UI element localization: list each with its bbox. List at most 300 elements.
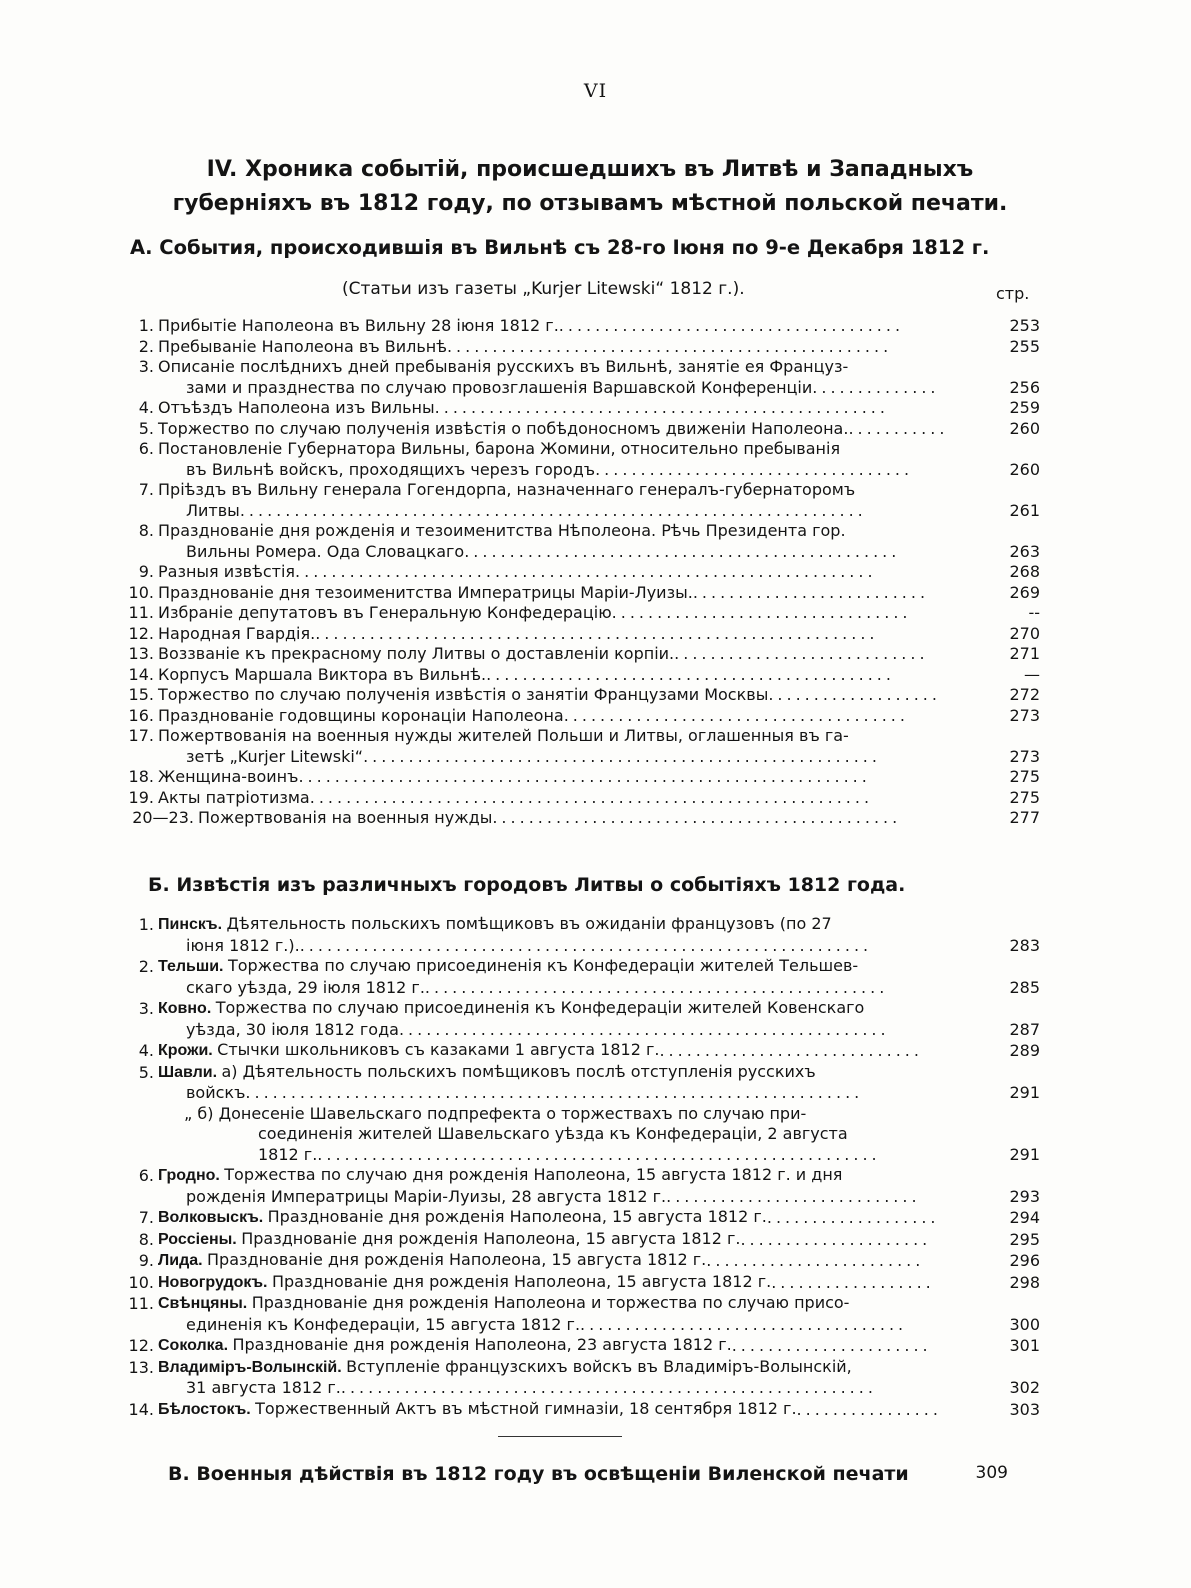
line-text: рожденія Императрицы Маріи-Луизы, 28 августа 1812 г. [186, 1186, 667, 1206]
entry-number: 14. [128, 664, 154, 684]
toc-entry [120, 419, 1040, 440]
dot-leader: ..................................................................... [239, 500, 867, 520]
dot-leader: .............. [812, 377, 940, 397]
toc-entry [120, 1207, 1040, 1229]
entry-line [158, 439, 840, 458]
line-text: Празднованіе дня рожденія Наполеона, 15 августа 1812 г. [207, 1250, 707, 1269]
line-text: Празднованіе дня тезоименитства Императрицы Маріи-Луизы. [158, 582, 693, 602]
entry-number: 12. [128, 1336, 154, 1355]
place-name: Тельши. [158, 958, 228, 975]
entry-number: 2. [138, 336, 154, 356]
entry-number: 11. [128, 603, 154, 622]
toc-entry-continuation [120, 1315, 1040, 1336]
toc-entry [120, 562, 1040, 583]
toc-entry [120, 1357, 1040, 1379]
place-name: Ковно. [158, 1000, 216, 1017]
place-name: Лида. [158, 1252, 208, 1269]
dot-leader: ................................. [611, 603, 912, 622]
line-text: Дѣятельность польскихъ помѣщиковъ въ ожиданіи французовъ (по 27 [226, 914, 832, 933]
dot-leader: ................................................................ [295, 562, 877, 581]
toc-entry [120, 808, 1040, 829]
entry-text [158, 914, 982, 936]
dot-leader: ................... [768, 685, 941, 704]
entry-text [158, 337, 982, 358]
dot-leader: .................................... [580, 1314, 908, 1334]
entry-number: 20—23. [132, 808, 194, 827]
dot-leader: .................. [771, 1272, 935, 1292]
entry-line [158, 706, 564, 725]
toc-entry [120, 521, 1040, 542]
line-text: Празднованіе дня рожденія Наполеона и торжества по случаю присо- [251, 1293, 850, 1312]
entry-text [158, 665, 982, 686]
toc-entry-continuation [120, 1145, 1040, 1166]
dot-leader: ........................................................... [340, 1378, 877, 1397]
entry-line [186, 747, 363, 766]
entry-number: 17. [128, 726, 154, 745]
entry-number: 4. [138, 1041, 154, 1060]
entry-text [158, 419, 982, 440]
entry-text [158, 1315, 982, 1336]
entry-number: 13. [128, 644, 154, 663]
line-text: единенія къ Конфедераціи, 15 августа 1812 г. [186, 1314, 581, 1334]
entry-line [158, 998, 864, 1017]
entry-line [158, 788, 310, 807]
divider-rule [498, 1436, 622, 1437]
place-name: Гродно. [158, 1167, 225, 1184]
entry-line [186, 978, 425, 997]
dot-leader: ...................................... [558, 316, 905, 335]
entry-page: 268 [1009, 562, 1040, 581]
toc-entry [120, 726, 1040, 747]
entry-line [158, 685, 768, 704]
toc-entry-continuation [120, 1020, 1040, 1041]
line-text: б) Донесеніе Шавельскаго подпрефекта о торжествахъ по случаю при- [197, 1103, 807, 1123]
line-text: 31 августа 1812 г. [186, 1378, 341, 1397]
entry-number: 3. [138, 357, 154, 376]
subsection-v [168, 1463, 1008, 1485]
entry-line [158, 480, 855, 499]
line-text: Разныя извѣстія [158, 562, 296, 581]
entry-page: 270 [1009, 623, 1040, 643]
page-column-label: стр. [996, 284, 1030, 303]
entry-line [158, 1229, 740, 1248]
dot-leader: ............................................................... [298, 767, 871, 786]
line-text: соединенія жителей Шавельскаго уѣзда къ Конфедераціи, 2 августа [258, 1124, 848, 1143]
toc-list-a [120, 316, 1040, 829]
entry-text [158, 767, 982, 788]
toc-entry [120, 998, 1040, 1020]
line-text: зетѣ „Kurjer Litewski“ [186, 746, 364, 766]
entry-text [158, 1124, 982, 1145]
place-name: Свѣнцяны. [158, 1295, 252, 1312]
entry-text [158, 1187, 982, 1208]
entry-line [158, 583, 693, 602]
entry-line [158, 1104, 806, 1123]
entry-line [186, 936, 300, 955]
entry-text [198, 808, 982, 829]
entry-line [258, 1124, 848, 1143]
page-number: VI [583, 80, 608, 102]
entry-text [158, 1207, 982, 1229]
entry-page: 261 [1009, 500, 1040, 520]
toc-entry [120, 603, 1040, 624]
entry-line [158, 1207, 767, 1226]
entry-line [158, 956, 858, 975]
entry-text [158, 1293, 982, 1315]
toc-entry-continuation [120, 978, 1040, 999]
dot-leader: ................................................ [464, 541, 901, 561]
entry-text [158, 956, 982, 978]
dot-leader: ................ [796, 1399, 942, 1419]
entry-number: 5. [138, 1062, 154, 1082]
toc-entry [120, 1250, 1040, 1272]
ditto-mark: „ [184, 1103, 198, 1123]
line-text: скаго уѣзда, 29 іюля 1812 г. [186, 977, 425, 997]
entry-line [186, 1378, 341, 1397]
entry-page: 269 [1009, 582, 1040, 602]
toc-entry [120, 767, 1040, 788]
toc-entry [120, 316, 1040, 337]
dot-leader: ................................................. [446, 336, 893, 356]
entry-page: 300 [1009, 1314, 1040, 1334]
line-text: Празднованіе дня рожденія Наполеона, 15 августа 1812 г. [271, 1271, 772, 1291]
line-text: Торжества по случаю присоединенія къ Конфедераціи жителей Тельшев- [227, 956, 859, 975]
entry-text [158, 501, 982, 522]
dot-leader: ...................................... [563, 705, 909, 725]
dot-leader: .......................... [692, 582, 930, 602]
place-name: Россіены. [158, 1230, 242, 1248]
toc-entry [120, 685, 1040, 706]
entry-line [158, 562, 295, 581]
entry-line [158, 914, 832, 933]
entry-line [186, 501, 240, 520]
entry-text [158, 1165, 982, 1187]
entry-number: 6. [138, 439, 154, 458]
entry-text [158, 583, 982, 604]
entry-number: 9. [138, 1251, 154, 1270]
toc-entry [120, 665, 1040, 686]
entry-page: 301 [1009, 1336, 1040, 1355]
toc-entry [120, 1062, 1040, 1084]
entry-text [158, 978, 982, 999]
line-text: 1812 г. [258, 1144, 318, 1164]
entry-text [158, 747, 982, 768]
entry-page: 289 [1009, 1041, 1040, 1060]
dot-leader: ........... [848, 418, 949, 438]
entry-page: 291 [1009, 1144, 1040, 1164]
entry-text [158, 316, 982, 337]
toc-entry [120, 706, 1040, 727]
line-text: Празднованіе дня рожденія и тезоименитства Нѣполеона. Рѣчь Президента гор. [158, 521, 846, 540]
entry-text [158, 542, 982, 563]
entry-line [158, 1335, 732, 1354]
toc-entry-continuation [120, 936, 1040, 957]
entry-line [186, 542, 464, 561]
entry-line [158, 1272, 771, 1291]
entry-number: 4. [138, 398, 154, 417]
entry-page: 303 [1009, 1399, 1040, 1419]
toc-entry [120, 337, 1040, 358]
toc-entry [120, 1040, 1040, 1062]
entry-page: 296 [1009, 1251, 1040, 1270]
dot-leader: ................................................... [424, 977, 889, 997]
dot-leader: ...................................................... [398, 1019, 890, 1039]
line-text: Празднованіе дня рожденія Наполеона, 23 августа 1812 г. [232, 1335, 732, 1354]
place-name: Пинскъ. [158, 916, 227, 933]
line-text: Торжество по случаю полученія извѣстія о занятіи Французами Москвы [158, 685, 769, 704]
line-text: Корпусъ Маршала Виктора въ Вильнѣ. [158, 664, 487, 684]
dot-leader: ..................... [740, 1229, 932, 1249]
entry-number: 11. [128, 1294, 154, 1313]
dot-leader: .............................................................. [315, 623, 879, 643]
entry-page: 294 [1009, 1208, 1040, 1227]
subsection-v-title: В. Военныя дѣйствія въ 1812 году въ освѣщеніи Виленской печати [168, 1463, 909, 1485]
entry-number: 15. [128, 685, 154, 704]
entry-page: 285 [1009, 977, 1040, 997]
subsection-a-note: (Статьи изъ газеты „Kurjer Litewski“ 1812 г.). [342, 279, 745, 299]
entry-number: 1. [138, 316, 154, 335]
line-text: Вступленіе французскихъ войскъ въ Владиміръ-Волынскій, [346, 1356, 852, 1376]
toc-entry-continuation [120, 747, 1040, 768]
toc-entry [120, 398, 1040, 419]
entry-page: 260 [1009, 459, 1040, 479]
line-text: Пребываніе Наполеона въ Вильнѣ [158, 336, 447, 356]
toc-entry [120, 644, 1040, 665]
entry-text [158, 706, 982, 727]
entry-page: -- [1028, 603, 1040, 622]
entry-line [158, 665, 486, 684]
line-text: а) Дѣятельность польскихъ помѣщиковъ послѣ отступленія русскихъ [221, 1061, 816, 1081]
dot-leader: ...................... [731, 1336, 932, 1355]
entry-page: 255 [1009, 336, 1040, 356]
entry-line [158, 521, 846, 540]
dot-leader: ............................................. [486, 664, 895, 684]
entry-page: 291 [1009, 1083, 1040, 1102]
entry-text [158, 378, 982, 399]
line-text: Постановленіе Губернатора Вильны, барона Жомини, относительно пребыванія [158, 439, 841, 458]
entry-page: 298 [1009, 1272, 1040, 1292]
line-text: Прибытіе Наполеона въ Вильну 28 іюня 1812 г. [158, 316, 559, 335]
place-name: Новогрудокъ. [158, 1273, 272, 1291]
toc-entry [120, 1165, 1040, 1187]
line-text: Пожертвованія на военныя нужды жителей Польши и Литвы, оглашенныя въ га- [158, 726, 849, 745]
entry-page: 277 [1009, 808, 1040, 827]
entry-number: 13. [128, 1357, 154, 1377]
entry-text [158, 1378, 982, 1399]
line-text: Торжество по случаю полученія извѣстія о побѣдоносномъ движеніи Наполеона. [158, 418, 849, 438]
dot-leader: ......................................................... [363, 746, 881, 766]
toc-entry-continuation [120, 1378, 1040, 1399]
entry-line [158, 603, 612, 622]
entry-line [158, 316, 559, 335]
entry-page: 275 [1009, 787, 1040, 807]
line-text: Стычки школьниковъ съ казаками 1 августа 1812 г. [217, 1040, 660, 1059]
entry-text [158, 1357, 982, 1379]
dot-leader: ............................ [666, 1186, 921, 1206]
line-text: Народная Гвардія. [158, 623, 316, 643]
line-text: Торжественный Актъ въ мѣстной гимназіи, 18 сентября 1812 г. [255, 1398, 797, 1418]
entry-page: 302 [1009, 1378, 1040, 1397]
entry-text [158, 788, 982, 809]
entry-text [158, 562, 982, 583]
entry-number: 7. [138, 1208, 154, 1227]
line-text: Избраніе депутатовъ въ Генеральную Конфедерацію [158, 603, 612, 622]
entry-text [158, 1020, 982, 1041]
line-text: іюня 1812 г.). [186, 935, 300, 955]
toc-entry [120, 583, 1040, 604]
entry-line [158, 726, 849, 745]
subsection-v-page: 309 [975, 1463, 1008, 1483]
line-text: Отъѣздъ Наполеона изъ Вильны [158, 398, 435, 417]
entry-text [158, 726, 982, 747]
toc-entry [120, 357, 1040, 378]
entry-line [186, 1187, 666, 1206]
place-name: Бѣлостокъ. [158, 1400, 256, 1418]
entry-number: 10. [128, 582, 154, 602]
entry-line [186, 1020, 399, 1039]
toc-entry [120, 439, 1040, 460]
line-text: зами и празднества по случаю провозглашенія Варшавской Конференціи [186, 377, 813, 397]
entry-text [158, 357, 982, 378]
entry-line [158, 1293, 849, 1312]
entry-page: 263 [1009, 541, 1040, 561]
line-text: Литвы [186, 500, 240, 520]
entry-line [158, 1165, 842, 1184]
dot-leader: .................................................. [434, 398, 889, 417]
toc-entry-continuation [120, 460, 1040, 481]
place-name: Владиміръ-Волынскій. [158, 1358, 347, 1376]
entry-page: — [1024, 664, 1040, 684]
toc-entry-continuation [120, 1083, 1040, 1104]
entry-number: 7. [138, 480, 154, 499]
line-text: уѣзда, 30 іюля 1812 года [186, 1019, 399, 1039]
entry-line [158, 1040, 659, 1059]
toc-entry [120, 1229, 1040, 1251]
line-text: Торжества по случаю дня рожденія Наполеона, 15 августа 1812 г. и дня [224, 1165, 843, 1184]
entry-line [186, 1315, 580, 1334]
dot-leader: ............................ [674, 644, 929, 663]
entry-number: 16. [128, 705, 154, 725]
entry-line [158, 1250, 706, 1269]
entry-line [158, 337, 447, 356]
toc-entry [120, 914, 1040, 936]
entry-text [158, 1083, 982, 1104]
entry-page: 271 [1009, 644, 1040, 663]
entry-text [158, 1399, 982, 1421]
entry-page: 253 [1009, 316, 1040, 335]
entry-line [158, 1062, 816, 1081]
dot-leader: .................................................................... [245, 1083, 864, 1102]
line-text: Воззваніе къ прекрасному полу Литвы о доставленіи корпіи. [158, 644, 675, 663]
dot-leader: ............................................................... [299, 935, 873, 955]
entry-text [158, 1335, 982, 1357]
place-name: Крожи. [158, 1042, 218, 1059]
entry-page: 295 [1009, 1229, 1040, 1249]
line-text: Пожертвованія на военныя нужды [198, 808, 493, 827]
toc-entry [120, 1272, 1040, 1294]
place-name: Соколка. [158, 1337, 233, 1354]
entry-page: 260 [1009, 418, 1040, 438]
dot-leader: .............................................................. [309, 787, 874, 807]
toc-entry-continuation [120, 378, 1040, 399]
entry-text [158, 1104, 982, 1125]
entry-line [158, 1357, 852, 1376]
line-text: Празднованіе дня рожденія Наполеона, 15 августа 1812 г. [241, 1228, 741, 1248]
entry-number: 19. [128, 787, 154, 807]
entry-text [158, 1145, 982, 1166]
toc-entry [120, 788, 1040, 809]
entry-number: 14. [128, 1399, 154, 1419]
entry-number: 3. [138, 999, 154, 1018]
entry-line [158, 767, 298, 786]
entry-number: 18. [128, 767, 154, 786]
toc-entry [120, 1293, 1040, 1315]
entry-text [158, 439, 982, 460]
entry-line [198, 808, 492, 827]
entry-page: 273 [1009, 746, 1040, 766]
entry-page: 293 [1009, 1186, 1040, 1206]
entry-number: 6. [138, 1166, 154, 1185]
entry-text [158, 685, 982, 706]
dot-leader: ............................................. [492, 808, 902, 827]
entry-number: 1. [138, 915, 154, 934]
entry-text [158, 1250, 982, 1272]
entry-text [158, 398, 982, 419]
entry-text [158, 480, 982, 501]
dot-leader: ................... [766, 1208, 940, 1227]
toc-entry [120, 480, 1040, 501]
subsection-a-title: А. События, происходившія въ Вильнѣ съ 28-го Іюня по 9-е Декабря 1812 г. [130, 236, 990, 259]
subsection-b-title: Б. Извѣстія изъ различныхъ городовъ Литвы о событіяхъ 1812 года. [148, 874, 906, 896]
line-text: войскъ [186, 1083, 246, 1102]
place-name: Шавли. [158, 1063, 222, 1081]
entry-text [158, 603, 982, 624]
entry-line [186, 460, 595, 479]
dot-leader: ................................... [595, 459, 914, 479]
entry-line [158, 398, 435, 417]
entry-number: 2. [138, 957, 154, 976]
entry-number: 8. [138, 1229, 154, 1249]
entry-line [158, 644, 674, 663]
toc-entry-continuation [120, 1124, 1040, 1145]
entry-page: 287 [1009, 1019, 1040, 1039]
toc-entry [120, 1399, 1040, 1421]
line-text: Празднованіе дня рожденія Наполеона, 15 августа 1812 г. [267, 1207, 767, 1226]
entry-page: 272 [1009, 685, 1040, 704]
entry-text [158, 998, 982, 1020]
entry-line [158, 1399, 797, 1418]
entry-text [158, 644, 982, 665]
entry-number: 5. [138, 418, 154, 438]
entry-number: 9. [138, 562, 154, 581]
entry-text [158, 460, 982, 481]
entry-text [158, 936, 982, 957]
entry-line [186, 378, 812, 397]
dot-leader: .............................................................. [317, 1144, 881, 1164]
entry-line [186, 1083, 245, 1102]
toc-entry [120, 1104, 1040, 1125]
line-text: Празднованіе годовщины коронаціи Наполеона [158, 705, 564, 725]
entry-text [158, 521, 982, 542]
entry-line [158, 624, 315, 643]
entry-line [158, 357, 848, 376]
entry-page: 256 [1009, 377, 1040, 397]
line-text: Вильны Ромера. Ода Словацкаго [186, 541, 465, 561]
entry-page: 259 [1009, 398, 1040, 417]
dot-leader: ............................. [659, 1041, 923, 1060]
entry-line [158, 419, 848, 438]
place-name: Волковыскъ. [158, 1209, 268, 1226]
